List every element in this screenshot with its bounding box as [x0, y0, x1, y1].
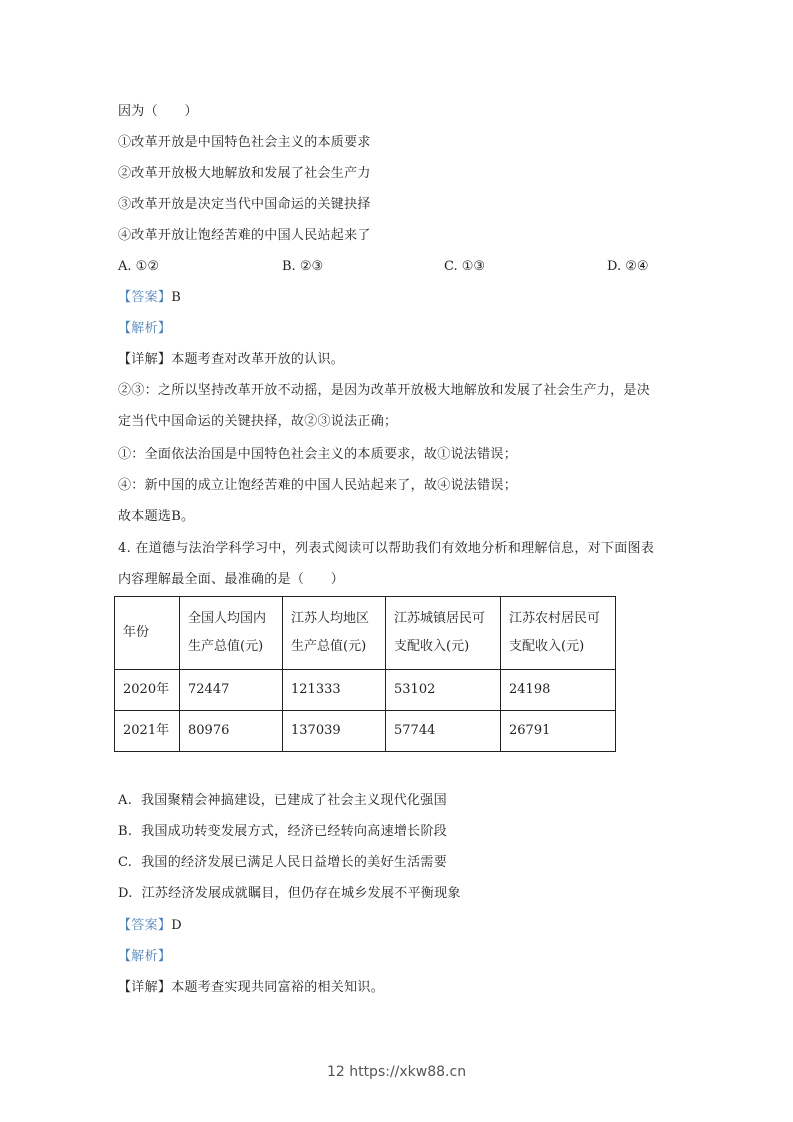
option-text: ①③	[461, 259, 486, 274]
option-text: 我国聚精会神搞建设，已建成了社会主义现代化强国	[141, 793, 447, 808]
q3-detail	[118, 352, 344, 368]
detail-intro: 本题考查对改革开放的认识。	[171, 352, 345, 367]
q4-data-table	[114, 596, 616, 752]
header-text: 支配收入(元)	[509, 639, 585, 654]
page-footer: 12 https://xkw88.cn	[326, 1064, 467, 1080]
q3-answer	[118, 290, 181, 306]
header-text: 生产总值(元)	[291, 639, 367, 654]
q3-statement-4: ④改革开放让饱经苦难的中国人民站起来了	[118, 228, 371, 243]
option-label: A.	[118, 259, 132, 274]
table-header-cell	[115, 597, 180, 670]
q3-option-a	[118, 259, 159, 275]
option-label: C.	[444, 259, 458, 274]
q3-explanation-2: 定当代中国命运的关键抉择，故②③说法正确；	[118, 414, 398, 429]
table-cell: 53102	[386, 670, 501, 711]
q3-statement-3: ③改革开放是决定当代中国命运的关键抉择	[118, 197, 371, 212]
q4-stem-line-1: 4. 在道德与法治学科学习中，列表式阅读可以帮助我们有效地分析和理解信息，对下面图表	[118, 541, 655, 556]
q3-stem-tail: 因为（ ）	[118, 104, 198, 119]
option-text: ②④	[625, 259, 649, 274]
q3-explanation-3: ①：全面依法治国是中国特色社会主义的本质要求，故①说法错误；	[118, 447, 518, 462]
q3-statement-2: ②改革开放极大地解放和发展了社会生产力	[118, 166, 371, 181]
q3-option-c	[444, 259, 485, 275]
header-text: 生产总值(元)	[188, 639, 264, 654]
option-text: ①②	[135, 259, 159, 274]
option-text: 江苏经济发展成就瞩目，但仍存在城乡发展不平衡现象	[141, 886, 461, 901]
table-header-cell	[501, 597, 616, 670]
table-cell: 2020年	[115, 670, 180, 711]
table-cell: 2021年	[115, 711, 180, 752]
q4-option-a	[118, 793, 447, 809]
option-text: 我国的经济发展已满足人民日益增长的美好生活需要	[141, 855, 447, 870]
detail-intro: 本题考查实现共同富裕的相关知识。	[171, 980, 385, 995]
header-text: 年份	[123, 625, 150, 640]
q4-answer	[118, 918, 182, 934]
q3-explanation-5: 故本题选B。	[118, 509, 195, 524]
q3-explanation-4: ④：新中国的成立让饱经苦难的中国人民站起来了，故④说法错误；	[118, 478, 518, 493]
q4-option-c	[118, 855, 447, 871]
option-text: ②③	[299, 259, 324, 274]
table-cell: 121333	[283, 670, 386, 711]
table-cell: 24198	[501, 670, 616, 711]
table-header-cell	[180, 597, 283, 670]
option-label: B.	[118, 824, 133, 839]
option-label: A.	[118, 793, 133, 808]
option-label: B.	[282, 259, 296, 274]
table-header-cell	[283, 597, 386, 670]
q4-stem-line-2: 内容理解最全面、最准确的是（ ）	[118, 572, 345, 587]
q4-analysis-tag: 【解析】	[118, 949, 172, 964]
table-cell: 26791	[501, 711, 616, 752]
option-label: D.	[118, 886, 133, 901]
header-text: 全国人均国内	[188, 611, 267, 626]
header-text: 江苏城镇居民可	[394, 611, 486, 626]
table-row	[115, 711, 616, 752]
q3-option-b	[282, 259, 323, 275]
table-header-cell	[386, 597, 501, 670]
answer-value: D	[171, 918, 182, 933]
detail-tag: 【详解】	[118, 352, 172, 367]
option-label: C.	[118, 855, 133, 870]
detail-tag: 【详解】	[118, 980, 172, 995]
table-cell: 80976	[180, 711, 283, 752]
table-row	[115, 670, 616, 711]
q3-analysis-tag: 【解析】	[118, 321, 172, 336]
table-cell: 137039	[283, 711, 386, 752]
q3-option-d	[607, 259, 649, 275]
table-cell: 57744	[386, 711, 501, 752]
q4-option-d	[118, 886, 461, 902]
option-text: 我国成功转变发展方式，经济已经转向高速增长阶段	[141, 824, 448, 839]
header-text: 江苏农村居民可	[509, 611, 601, 626]
table-header-row	[115, 597, 616, 670]
q4-detail	[118, 980, 384, 996]
header-text: 江苏人均地区	[291, 611, 370, 626]
option-label: D.	[607, 259, 622, 274]
q3-explanation-1: ②③：之所以坚持改革开放不动摇，是因为改革开放极大地解放和发展了社会生产力，是决	[118, 383, 651, 398]
header-text: 支配收入(元)	[394, 639, 470, 654]
answer-tag: 【答案】	[118, 918, 172, 933]
answer-tag: 【答案】	[118, 290, 172, 305]
answer-value: B	[171, 290, 182, 305]
table-cell: 72447	[180, 670, 283, 711]
q4-option-b	[118, 824, 447, 840]
q3-statement-1: ①改革开放是中国特色社会主义的本质要求	[118, 135, 371, 150]
